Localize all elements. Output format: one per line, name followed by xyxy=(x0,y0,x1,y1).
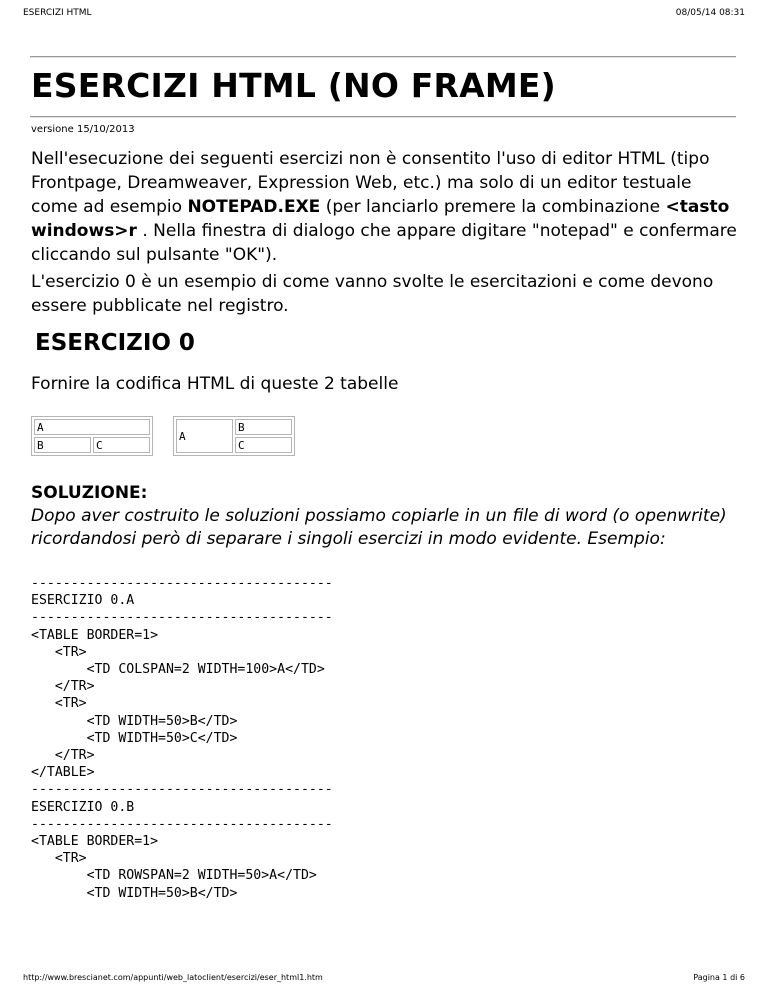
page-title: ESERCIZI HTML (NO FRAME) xyxy=(31,66,556,105)
print-header-title: ESERCIZI HTML xyxy=(23,8,92,18)
top-divider xyxy=(30,56,736,58)
solution-title: SOLUZIONE: xyxy=(31,483,148,503)
example-note-paragraph: L'esercizio 0 è un esempio di come vanno svolte le esercitazioni e come devono essere pubblicate nel registro. xyxy=(31,272,714,316)
version-label: versione 15/10/2013 xyxy=(31,124,135,135)
solution-text: Dopo aver costruito le soluzioni possiamo copiarle in un file di word (o openwrite) ricordandosi però di separare i singoli esercizi in modo evidente. Esempio: xyxy=(31,506,727,549)
print-footer-url: http://www.brescianet.com/appunti/web_latoclient/esercizi/eser_html1.htm xyxy=(23,973,323,982)
intro-paragraph xyxy=(31,147,741,267)
table-a-cell: C xyxy=(93,437,150,453)
table-a-cell: B xyxy=(34,437,91,453)
table-b-cell: A xyxy=(176,419,233,453)
intro-text-after: . Nella finestra di dialogo che appare digitare "notepad" e confermare cliccando sul pulsante "OK"). xyxy=(31,221,737,265)
table-b-cell: C xyxy=(235,437,292,453)
code-listing: -------------------------------------- ESERCIZIO 0.A -------------------------------------- <TABLE BORDER=1> <TR> <TD COLSPAN=2 WIDTH=100>A</TD> </TR> <TR> <TD WIDTH=50>B</TD> <TD WIDTH=50>C</TD> </TR> </TABLE> -------------------------------------- ESERCIZIO 0.B -------------------------------------- <TABLE BORDER=1> <TR> <TD ROWSPAN=2 WIDTH=50>A</TD> <TD WIDTH=50>B</TD> xyxy=(31,576,333,901)
task-paragraph: Fornire la codifica HTML di queste 2 tabelle xyxy=(31,374,399,394)
example-table-b xyxy=(173,416,295,456)
notepad-exe-bold: NOTEPAD.EXE xyxy=(187,197,321,217)
print-footer-page-number: Pagina 1 di 6 xyxy=(693,973,745,982)
example-table-a xyxy=(31,416,153,456)
print-header-datetime: 08/05/14 08:31 xyxy=(675,8,745,18)
intro-text-middle: (per lanciarlo premere la combinazione xyxy=(320,197,666,217)
title-divider xyxy=(30,116,736,118)
key-combo-bold: <tasto windows>r xyxy=(31,197,730,241)
section-title: ESERCIZIO 0 xyxy=(35,330,195,356)
intro-text-before: Nell'esecuzione dei seguenti esercizi non è consentito l'uso di editor HTML (tipo Frontpage, Dreamweaver, Expression Web, etc.) ma solo di un editor testuale come ad esempio xyxy=(31,149,710,217)
table-b-cell: B xyxy=(235,419,292,435)
table-a-cell: A xyxy=(34,419,150,435)
